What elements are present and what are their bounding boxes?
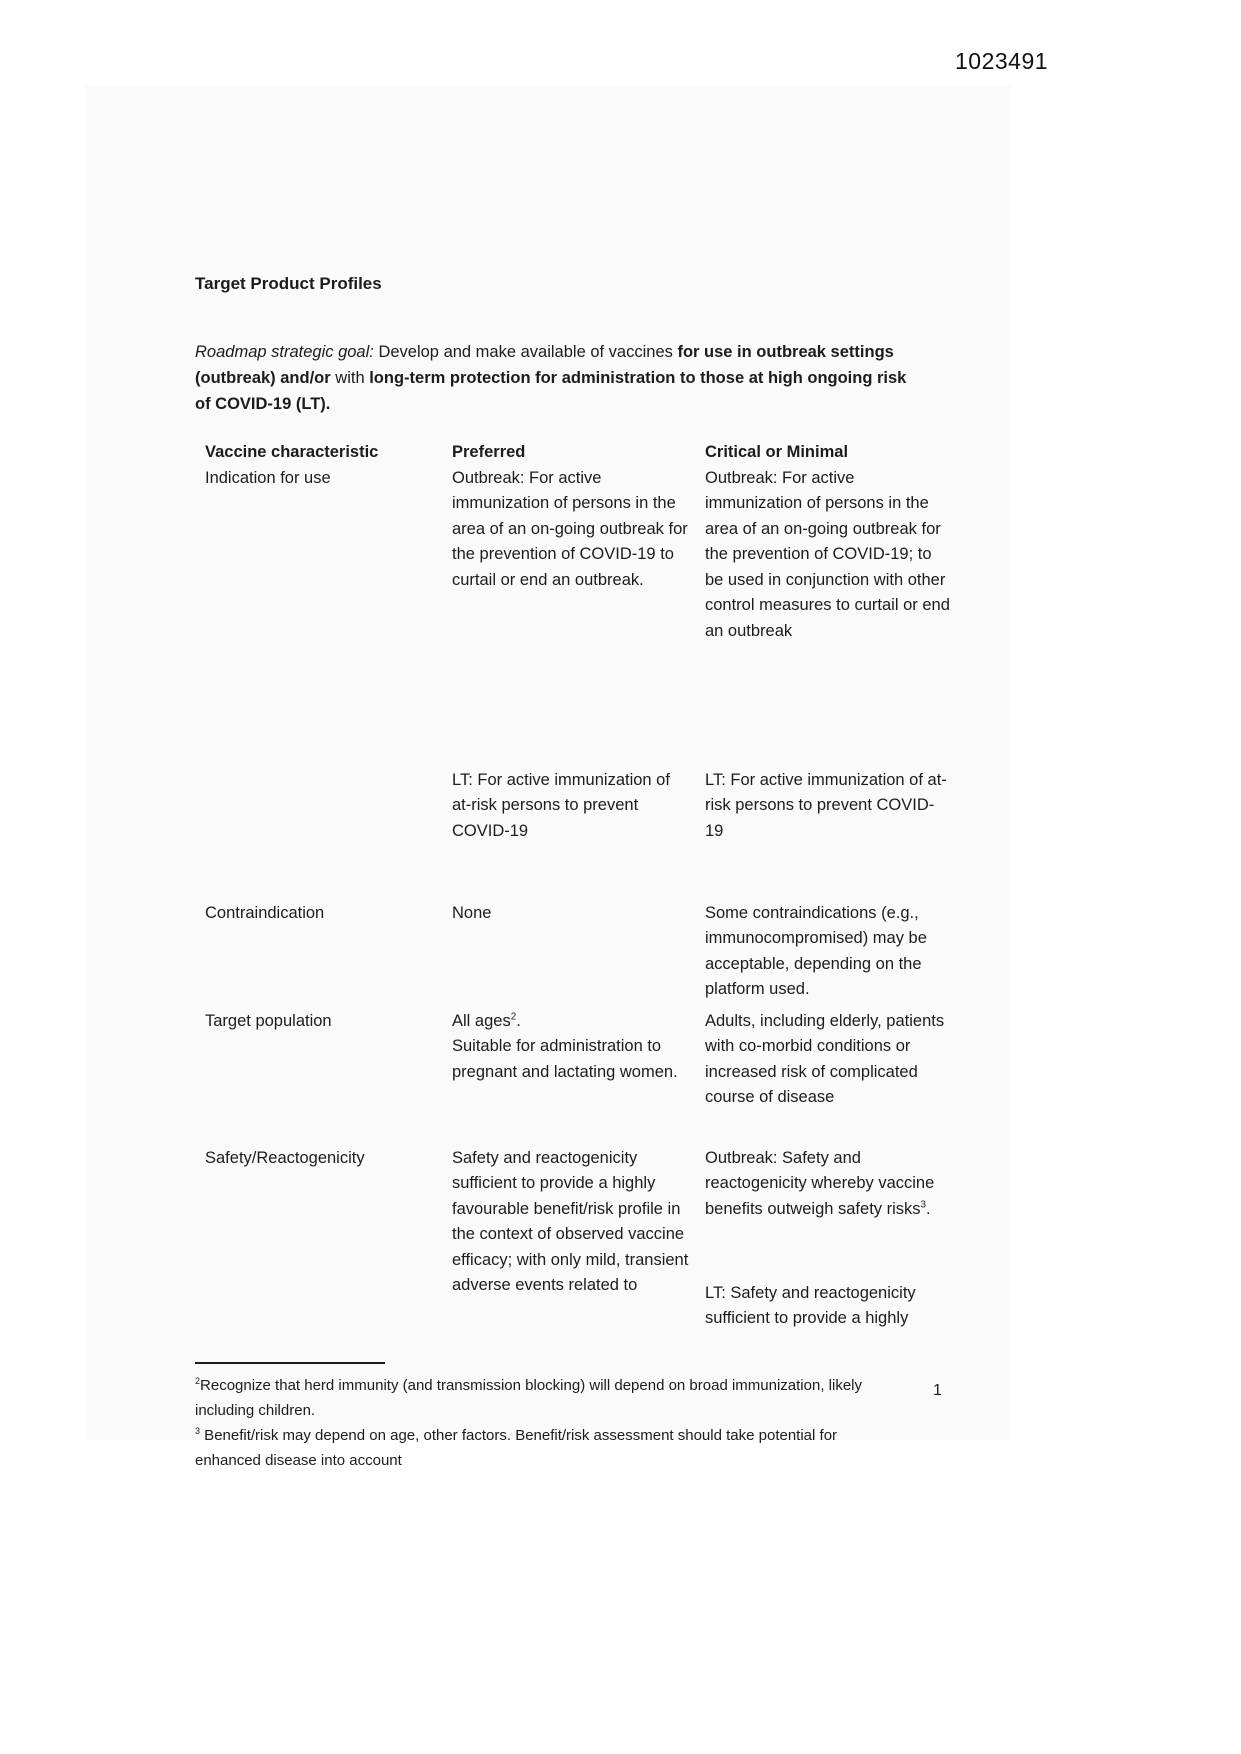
- indication-preferred-outbreak: Outbreak: For active immunization of persons in the area of an on-going outbreak for the prevention of COVID-19 to curtail or end an outbreak.: [452, 468, 688, 589]
- col-header-preferred: Preferred: [452, 443, 526, 461]
- indication-critical-lt: LT: For active immunization of at-risk persons to prevent COVID-19: [705, 770, 947, 840]
- cell-contraindication-preferred: None: [452, 903, 492, 922]
- cell-indication-critical: [705, 466, 965, 845]
- cell-safety-critical: [705, 1146, 965, 1332]
- cell-target-critical: Adults, including elderly, patients with co-morbid conditions or increased risk of complicated course of disease: [705, 1011, 945, 1106]
- row-label-indication: Indication for use: [205, 468, 331, 487]
- footnote-2-marker: 2: [195, 1376, 201, 1386]
- footnote-3: [195, 1423, 907, 1473]
- doc-id-number: 1023491: [955, 48, 1049, 74]
- footnote-2: [195, 1373, 907, 1423]
- tpp-table: [205, 440, 975, 1332]
- safety-critical-outbreak: [705, 1146, 951, 1281]
- cell-contraindication-critical: Some contraindications (e.g., immunocompromised) may be acceptable, depending on the platform used.: [705, 903, 927, 998]
- table-row-contraindication: [205, 901, 975, 1009]
- document-title: Target Product Profiles: [195, 274, 382, 293]
- cell-target-preferred: [452, 1009, 705, 1086]
- target-preferred-rest: Suitable for administration to pregnant and lactating women.: [452, 1037, 678, 1081]
- table-row-target-population: [205, 1009, 975, 1146]
- footnote-2-text: Recognize that herd immunity (and transmission blocking) will depend on broad immunization, likely including children.: [195, 1377, 863, 1419]
- row-label-target-population: Target population: [205, 1011, 332, 1030]
- footnotes-section: [195, 1362, 907, 1473]
- safety-critical-lt: LT: Safety and reactogenicity sufficient to provide a highly: [705, 1283, 916, 1327]
- footnote-3-marker: 3: [195, 1426, 201, 1436]
- tpp-table-header-row: [205, 440, 975, 466]
- roadmap-goal-seg1: Develop and make available of vaccines: [373, 342, 678, 361]
- cell-safety-preferred: Safety and reactogenicity sufficient to provide a highly favourable benefit/risk profile in the context of observed vaccine efficacy; with only mild, transient adverse events related to: [452, 1148, 689, 1294]
- indication-critical-outbreak: Outbreak: For active immunization of persons in the area of an on-going outbreak for the prevention of COVID-19; to be used in conjunction with other control measures to curtail or end an outbreak: [705, 468, 950, 640]
- target-preferred-allages: All ages: [452, 1011, 511, 1030]
- safety-critical-outbreak-text: Outbreak: Safety and reactogenicity whereby vaccine benefits outweigh safety risks: [705, 1148, 935, 1218]
- roadmap-goal-seg3: with: [330, 368, 370, 387]
- table-row-safety: [205, 1146, 975, 1332]
- col-header-critical: Critical or Minimal: [705, 443, 849, 461]
- footnote-3-text: Benefit/risk may depend on age, other factors. Benefit/risk assessment should take potential for enhanced disease into account: [195, 1427, 838, 1469]
- row-label-safety: Safety/Reactogenicity: [205, 1148, 365, 1167]
- table-row-indication: [205, 466, 975, 901]
- indication-preferred-lt: LT: For active immunization of at-risk persons to prevent COVID-19: [452, 770, 670, 840]
- page-number: 1: [933, 1382, 942, 1399]
- footnote-ref-2: 2: [510, 1011, 517, 1022]
- roadmap-goal-paragraph: [195, 339, 907, 417]
- roadmap-goal-lead: Roadmap strategic goal:: [195, 342, 374, 361]
- footnote-ref-3: 3: [920, 1199, 927, 1210]
- roadmap-goal-seg2: for use in outbreak settings (outbreak) and/or: [195, 342, 894, 387]
- row-label-contraindication: Contraindication: [205, 903, 325, 922]
- col-header-characteristic: Vaccine characteristic: [205, 443, 379, 461]
- cell-indication-preferred: [452, 466, 705, 845]
- roadmap-goal-seg4: long-term protection for administration to those at high ongoing risk of COVID-19 (LT).: [195, 368, 907, 413]
- safety-critical-outbreak-period: .: [926, 1199, 931, 1218]
- target-preferred-allages-period: .: [516, 1011, 521, 1030]
- target-preferred-allages-line: [452, 1009, 691, 1035]
- footnote-separator: [195, 1362, 385, 1364]
